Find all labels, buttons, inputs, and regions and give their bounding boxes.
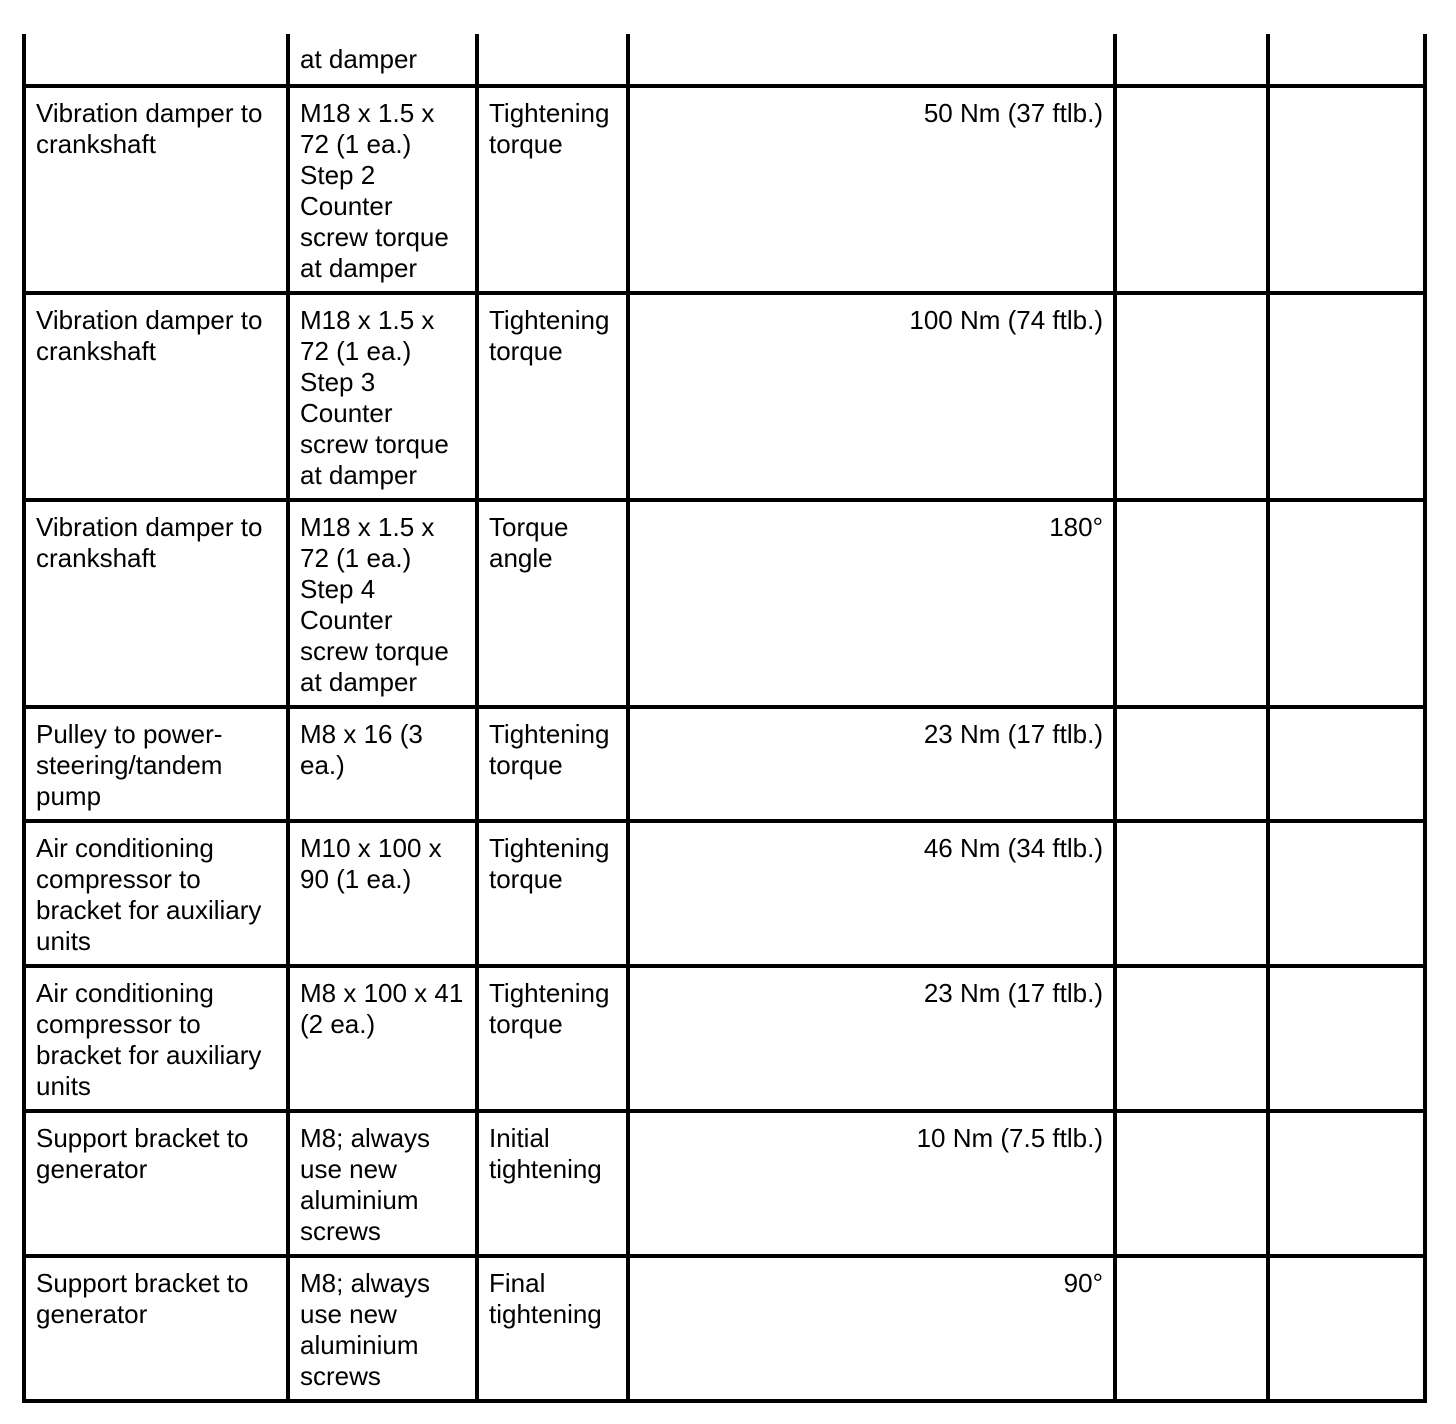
- spec-type-cell: Tightening torque: [477, 293, 628, 500]
- extra-cell-1: [1115, 1256, 1268, 1401]
- component-cell: Air conditioning compressor to bracket for auxiliary units: [24, 966, 288, 1111]
- extra-cell-2: [1268, 34, 1425, 86]
- fastener-cell: M8; always use new aluminium screws: [288, 1111, 477, 1256]
- component-cell: Air conditioning compressor to bracket for auxiliary units: [24, 821, 288, 966]
- fastener-cell: M18 x 1.5 x 72 (1 ea.) Step 3 Counter screw torque at damper: [288, 293, 477, 500]
- component-cell: Support bracket to generator: [24, 1256, 288, 1401]
- spec-type-cell: [477, 34, 628, 86]
- fastener-cell: M10 x 100 x 90 (1 ea.): [288, 821, 477, 966]
- spec-value-cell: 23 Nm (17 ftlb.): [628, 707, 1115, 821]
- extra-cell-1: [1115, 500, 1268, 707]
- spec-type-cell: Torque angle: [477, 500, 628, 707]
- spec-type-cell: Tightening torque: [477, 966, 628, 1111]
- spec-type-cell: Tightening torque: [477, 821, 628, 966]
- extra-cell-1: [1115, 1111, 1268, 1256]
- spec-type-cell: Tightening torque: [477, 707, 628, 821]
- fastener-cell: M8 x 100 x 41 (2 ea.): [288, 966, 477, 1111]
- fastener-cell: M18 x 1.5 x 72 (1 ea.) Step 4 Counter screw torque at damper: [288, 500, 477, 707]
- spec-value-cell: 46 Nm (34 ftlb.): [628, 821, 1115, 966]
- fastener-cell: at damper: [288, 34, 477, 86]
- component-cell: Vibration damper to crankshaft: [24, 86, 288, 293]
- table-row: [24, 500, 1425, 707]
- component-cell: Vibration damper to crankshaft: [24, 500, 288, 707]
- extra-cell-2: [1268, 1256, 1425, 1401]
- spec-type-cell: Final tightening: [477, 1256, 628, 1401]
- table-row: [24, 1111, 1425, 1256]
- table-row: [24, 1256, 1425, 1401]
- extra-cell-2: [1268, 707, 1425, 821]
- component-cell: Support bracket to generator: [24, 1111, 288, 1256]
- table-row: [24, 293, 1425, 500]
- table-row: [24, 86, 1425, 293]
- fastener-cell: M8; always use new aluminium screws: [288, 1256, 477, 1401]
- extra-cell-2: [1268, 293, 1425, 500]
- extra-cell-1: [1115, 821, 1268, 966]
- spec-value-cell: 50 Nm (37 ftlb.): [628, 86, 1115, 293]
- component-cell: Vibration damper to crankshaft: [24, 293, 288, 500]
- extra-cell-2: [1268, 821, 1425, 966]
- extra-cell-1: [1115, 707, 1268, 821]
- extra-cell-2: [1268, 1111, 1425, 1256]
- extra-cell-1: [1115, 34, 1268, 86]
- spec-type-cell: Initial tightening: [477, 1111, 628, 1256]
- spec-value-cell: 10 Nm (7.5 ftlb.): [628, 1111, 1115, 1256]
- table-row: [24, 821, 1425, 966]
- spec-type-cell: Tightening torque: [477, 86, 628, 293]
- extra-cell-2: [1268, 500, 1425, 707]
- spec-value-cell: 23 Nm (17 ftlb.): [628, 966, 1115, 1111]
- spec-value-cell: 90°: [628, 1256, 1115, 1401]
- spec-value-cell: 180°: [628, 500, 1115, 707]
- extra-cell-1: [1115, 966, 1268, 1111]
- table-row: [24, 707, 1425, 821]
- torque-spec-table: [22, 34, 1427, 1403]
- extra-cell-2: [1268, 966, 1425, 1111]
- table-row: [24, 966, 1425, 1111]
- extra-cell-1: [1115, 293, 1268, 500]
- extra-cell-2: [1268, 86, 1425, 293]
- fastener-cell: M8 x 16 (3 ea.): [288, 707, 477, 821]
- table-row: [24, 34, 1425, 86]
- component-cell: Pulley to power-steering/tandem pump: [24, 707, 288, 821]
- extra-cell-1: [1115, 86, 1268, 293]
- spec-value-cell: 100 Nm (74 ftlb.): [628, 293, 1115, 500]
- fastener-cell: M18 x 1.5 x 72 (1 ea.) Step 2 Counter screw torque at damper: [288, 86, 477, 293]
- spec-value-cell: [628, 34, 1115, 86]
- component-cell: [24, 34, 288, 86]
